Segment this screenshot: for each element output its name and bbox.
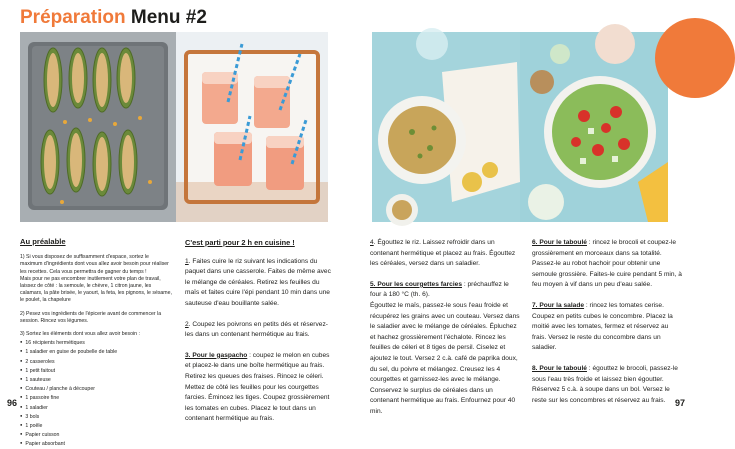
list-item: ● 3 bols <box>20 412 172 421</box>
list-item: ● 2 casseroles <box>20 357 172 366</box>
step-6 <box>532 238 682 291</box>
list-item: ● 1 sauteuse <box>20 375 172 384</box>
step-7 <box>532 301 682 354</box>
step-text: : rincez le brocoli et coupez-le grossièrement en morceaux dans sa totalité. Passez-le au robot hachoir pour obtenir une semoule grossière. Faites-le cuire pendant 5 min, à feu moyen à vif dans un peu d'eau salée. <box>532 239 682 289</box>
step-1 <box>185 257 335 310</box>
page-title <box>20 7 207 29</box>
prep-step-2: 2) Pesez vos ingrédients de l'épicerie avant de commencer la session. Rincez vos légumes. <box>20 310 162 324</box>
step-5-continued: Égouttez le maïs, passez-le sous l'eau froide et récupérez les grains avec un couteau. Versez dans le saladier avec le mélange de céréales. Épluchez et hachez grossièrement l'échalote. Rincez les feuilles de céleri et 8 tiges de persil. Ciselez et ajoutez le tout. Versez 2 c.à. café de paprika doux, du sel, du poivre et mélangez. Creusez les 4 courgettes et garnissez-les avec le mélange. Conservez le surplus de céréales dans un contenant hermétique au frais. Enfournez pour 40 min. <box>370 301 520 415</box>
step-2 <box>185 320 335 341</box>
tabbouleh-salad-photo <box>520 32 668 222</box>
title-menu: Menu #2 <box>125 7 207 28</box>
list-item: ● 1 petit faitout <box>20 366 172 375</box>
step-lead: 5. Pour les courgettes farcies <box>370 280 462 288</box>
stuffed-zucchini-tray-photo <box>20 32 176 222</box>
step-number: 2 <box>185 320 189 328</box>
step-number: 1 <box>185 257 189 265</box>
prep-step-3: 3) Sortez les éléments dont vous allez avoir besoin : <box>20 331 140 338</box>
column-prep <box>20 238 172 449</box>
step-text: : préchauffez le four à 180 °C (th. 6). <box>370 280 509 299</box>
page-number-right: 97 <box>675 398 686 408</box>
page-number-left: 96 <box>7 398 18 408</box>
step-number: 4 <box>370 239 374 246</box>
prep-step-1-text: 1) Si vous disposez de suffisamment d'espace, sortez le maximum d'ingrédients dont vous allez avoir besoin pour réaliser les recettes. Cela vous permettra de gagner du temps ! <box>20 254 169 275</box>
step-3 <box>185 351 335 425</box>
step-lead: 8. Pour le taboulé <box>532 364 587 372</box>
step-8 <box>532 364 682 406</box>
column-steps-3 <box>532 238 682 416</box>
prep-step-1 <box>20 254 172 304</box>
list-item: ● 1 poêle <box>20 421 172 430</box>
step-text: : égouttez le brocoli, passez-le sous l'eau très froide et laissez bien égoutter. Réservez 5 c.à. à soupe dans un bol. Versez le reste sur les concombres et réservez au frais. <box>532 364 678 404</box>
step-text: : coupez le melon en cubes et placez-le dans une boîte hermétique au frais. Retirez les queues des fraises. Rincez le céleri. Mettez de côté les feuilles pour les courgettes farcies. Émincez les tiges. Coupez grossièrement les tomates en cubes. Placez le tout dans un contenant hermétique au frais. <box>185 351 330 423</box>
title-accent: Préparation <box>20 7 126 28</box>
step-text: . Coupez les poivrons en petits dés et réservez-les dans un contenant hermétique au frais. <box>185 320 328 339</box>
equipment-list <box>20 338 172 448</box>
rice-zucchini-parchment-photo <box>372 32 520 222</box>
column-steps-2 <box>370 238 520 428</box>
decorative-orange-circle <box>655 18 735 98</box>
list-item: ● Papier absorbant <box>20 439 172 448</box>
list-item: ● Couteau / planche à découper <box>20 384 172 393</box>
step-lead: 7. Pour la salade <box>532 301 585 309</box>
list-item: ● 16 récipients hermétiques <box>20 338 172 347</box>
gazpacho-glasses-photo <box>176 32 328 222</box>
list-item: ● 1 passoire fine <box>20 393 172 402</box>
step-5 <box>370 280 520 301</box>
step-lead: 6. Pour le taboulé <box>532 239 587 246</box>
section-heading-au-prealable: Au préalable <box>20 237 66 246</box>
prep-step-1-note: Mais pour ne pas encombrer inutilement votre plan de travail, laissez de côté : la semoule, le chèvre, 1 citron jaune, les calamars, la pâte brisée, le yaourt, la feta, les pignons, le sésame, le poulet, la chapelure <box>20 275 172 304</box>
column-steps-1 <box>185 238 335 435</box>
step-4 <box>370 238 520 270</box>
list-item: ● 1 saladier <box>20 403 172 412</box>
list-item: ● Papier cuisson <box>20 430 172 439</box>
section-heading-cuisine: C'est parti pour 2 h en cuisine ! <box>185 238 295 247</box>
list-item: ● 1 saladier en guise de poubelle de table <box>20 347 172 356</box>
step-lead: 3. Pour le gaspacho <box>185 351 248 359</box>
step-text: : rincez les tomates cerise. Coupez en petits cubes le concombre. Placez la moitié avec les tomates, fermez et réservez au frais. Versez le reste du concombre dans un saladier. <box>532 301 673 352</box>
step-text: . Égouttez le riz. Laissez refroidir dans un contenant hermétique et placez au frais. Égouttez les céréales, versez dans un saladier. <box>370 239 516 268</box>
step-text: . Faites cuire le riz suivant les indications du paquet dans une casserole. Faites de même avec le mélange de céréales. Retirez les feuilles du maïs et faites cuire l'épi pendant 10 min dans une sauteuse d'eau bouillante salée. <box>185 257 331 307</box>
